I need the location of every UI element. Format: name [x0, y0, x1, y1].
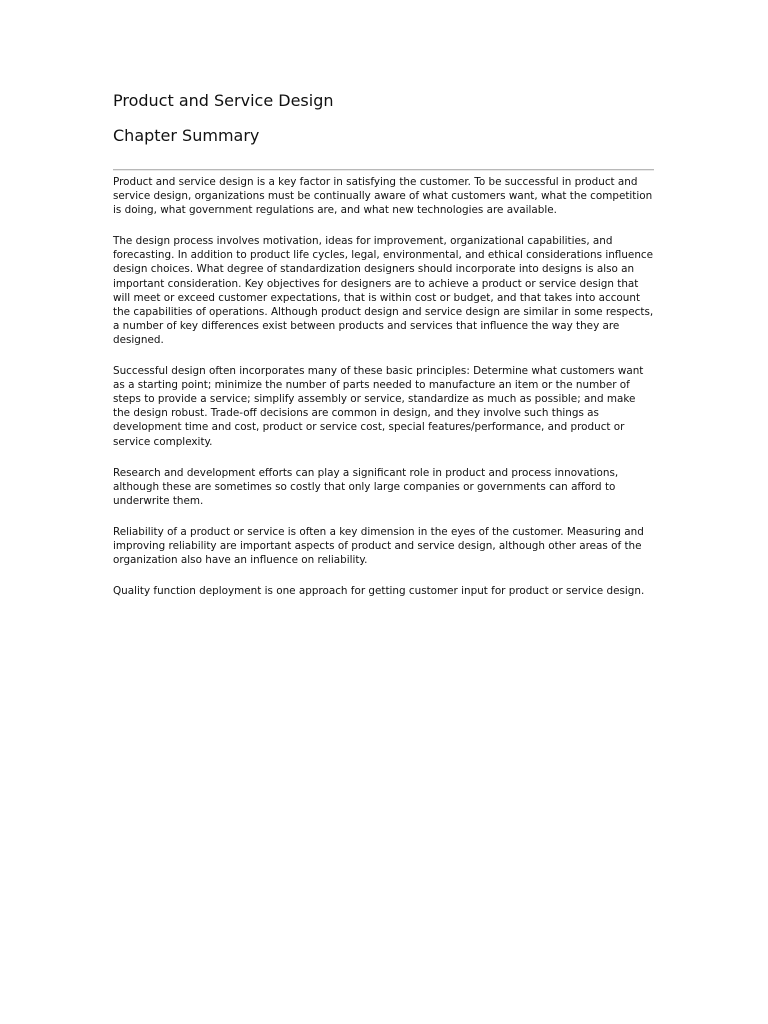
summary-body	[113, 175, 654, 598]
paragraph: Reliability of a product or service is often a key dimension in the eyes of the customer. Measuring and improving reliability are important aspects of product and service design, although other areas of the organization also have an influence on reliability.	[113, 525, 644, 567]
page-title: Product and Service Design	[113, 91, 334, 110]
document-page	[113, 88, 654, 615]
horizontal-divider	[113, 169, 654, 171]
paragraph: Product and service design is a key factor in satisfying the customer. To be successful in product and service design, organizations must be continually aware of what customers want, what the competition is doing, what government regulations are, and what new technologies are available.	[113, 176, 653, 217]
paragraph: The design process involves motivation, ideas for improvement, organizational capabilities, and forecasting. In addition to product life cycles, legal, environmental, and ethical considerations influence design choices. What degree of standardization designers should incorporate into designs is also an important consideration. Key objectives for designers are to achieve a product or service design that will meet or exceed customer expectations, that is within cost or budget, and that takes into account the capabilities of operations. Although product design and service design are similar in some respects, a number of key differences exist between products and services that influence the way they are designed.	[113, 235, 654, 346]
paragraph: Research and development efforts can play a significant role in product and process innovations, although these are sometimes so costly that only large companies or governments can afford to underwrite them.	[113, 466, 619, 507]
paragraph: Successful design often incorporates many of these basic principles: Determine what customers want as a starting point; minimize the number of parts needed to manufacture an item or the number of steps to provide a service; simplify assembly or service, standardize as much as possible; and make the design robust. Trade-off decisions are common in design, and they involve such things as development time and cost, product or service cost, special features/performance, and product or service complexity.	[113, 365, 644, 448]
chapter-heading: Chapter Summary	[113, 126, 260, 145]
paragraph: Quality function deployment is one approach for getting customer input for product or service design.	[113, 585, 645, 598]
